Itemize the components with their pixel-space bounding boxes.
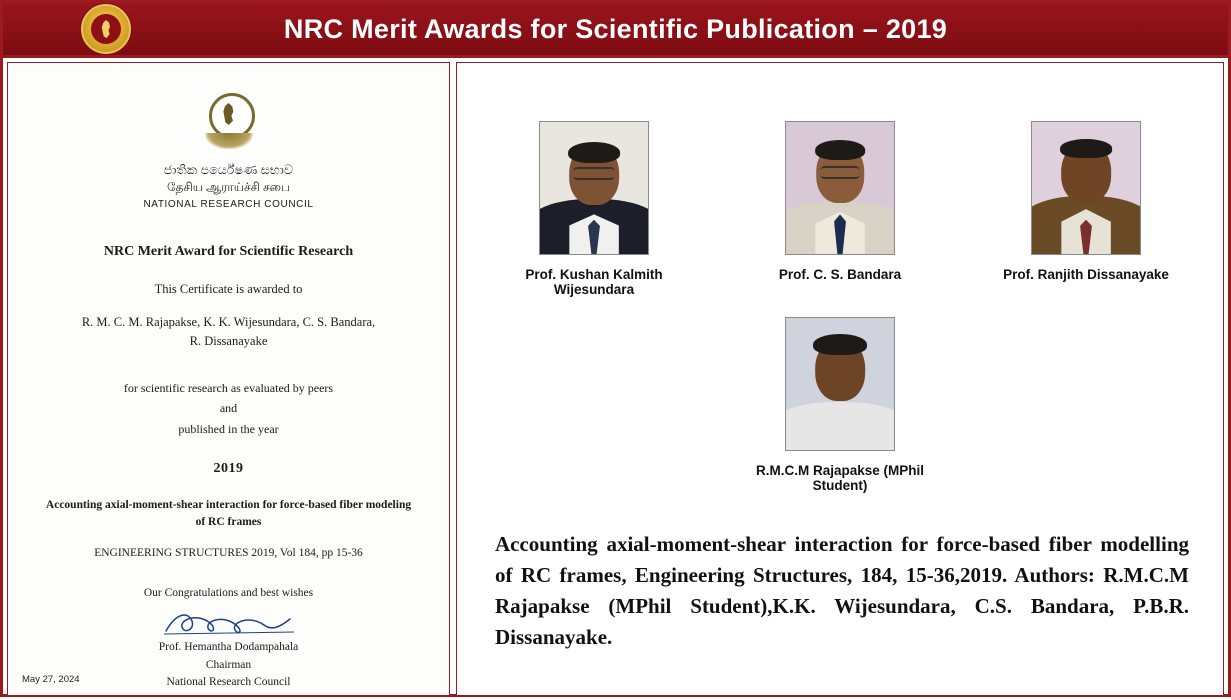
signer-role: Chairman [205,658,252,671]
certificate-panel [7,62,450,696]
signer-block [38,639,419,691]
award-reason [38,378,419,439]
publication-citation: Accounting axial-moment-shear interaction for force-based fiber modelling of RC frames, Engineering Structures, 184, 15-36,2019. Authors: R.M.C.M Rajapakse (MPhil Student),K.K. Wijesundara, C.S. Bandara, P.B.R. Dissanayake. [495,532,1189,650]
org-name-sinhala: ජාතික පර්යේෂණ සභාව [163,163,294,177]
reason-line-1: for scientific research as evaluated by peers [123,380,334,395]
congratulations-text: Our Congratulations and best wishes [143,587,314,600]
journal-reference: ENGINEERING STRUCTURES 2019, Vol 184, pp 15-36 [94,547,363,560]
awardee-dissanayake [996,121,1176,297]
paper-title [38,497,419,532]
awardee-name: Prof. Ranjith Dissanayake [1003,267,1169,282]
awardees-panel [456,62,1224,696]
recipients [38,313,419,352]
certificate-date: May 27, 2024 [22,674,80,685]
awardee-bandara [750,121,930,297]
award-year: 2019 [213,460,244,476]
nrc-lion-emblem-icon [201,91,257,157]
awardee-rajapakse [750,317,930,493]
reason-line-3: published in the year [178,421,279,436]
page-title: NRC Merit Awards for Scientific Publication – 2019 [283,13,948,44]
awardee-wijesundara [504,121,684,297]
recipients-line-1: R. M. C. M. Rajapakse, K. K. Wijesundara, C. S. Bandara, [81,315,376,329]
certificate-image [8,63,449,695]
reason-line-2: and [219,401,238,416]
portrait-photo [539,121,649,255]
portrait-photo [785,317,895,451]
awardee-name: R.M.C.M Rajapakse (MPhil Student) [755,463,925,493]
recipients-line-2: R. Dissanayake [189,334,268,349]
awardee-name: Prof. Kushan Kalmith Wijesundara [525,267,663,297]
paper-title-line-1: Accounting axial-moment-shear interaction for force-based fiber modeling [45,498,412,511]
sri-lanka-national-emblem-icon [81,4,131,54]
portrait-photo [785,121,895,255]
org-name-english: NATIONAL RESEARCH COUNCIL [143,199,314,210]
content-area [3,58,1228,700]
org-name-tamil: தேசிய ஆராய்ச்சி சபை [167,180,290,194]
paper-title-line-2: of RC frames [195,516,262,529]
signer-name: Prof. Hemantha Dodampahala [158,641,299,654]
awardees-row-1 [457,63,1223,297]
awardee-name: Prof. C. S. Bandara [778,267,902,282]
signature-icon [38,605,419,639]
awardees-row-2 [457,297,1223,493]
award-title: NRC Merit Award for Scientific Research [103,244,354,259]
portrait-photo [1031,121,1141,255]
awarded-to-label: This Certificate is awarded to [154,282,303,296]
signer-organization: National Research Council [166,675,291,688]
header-bar [3,3,1228,58]
